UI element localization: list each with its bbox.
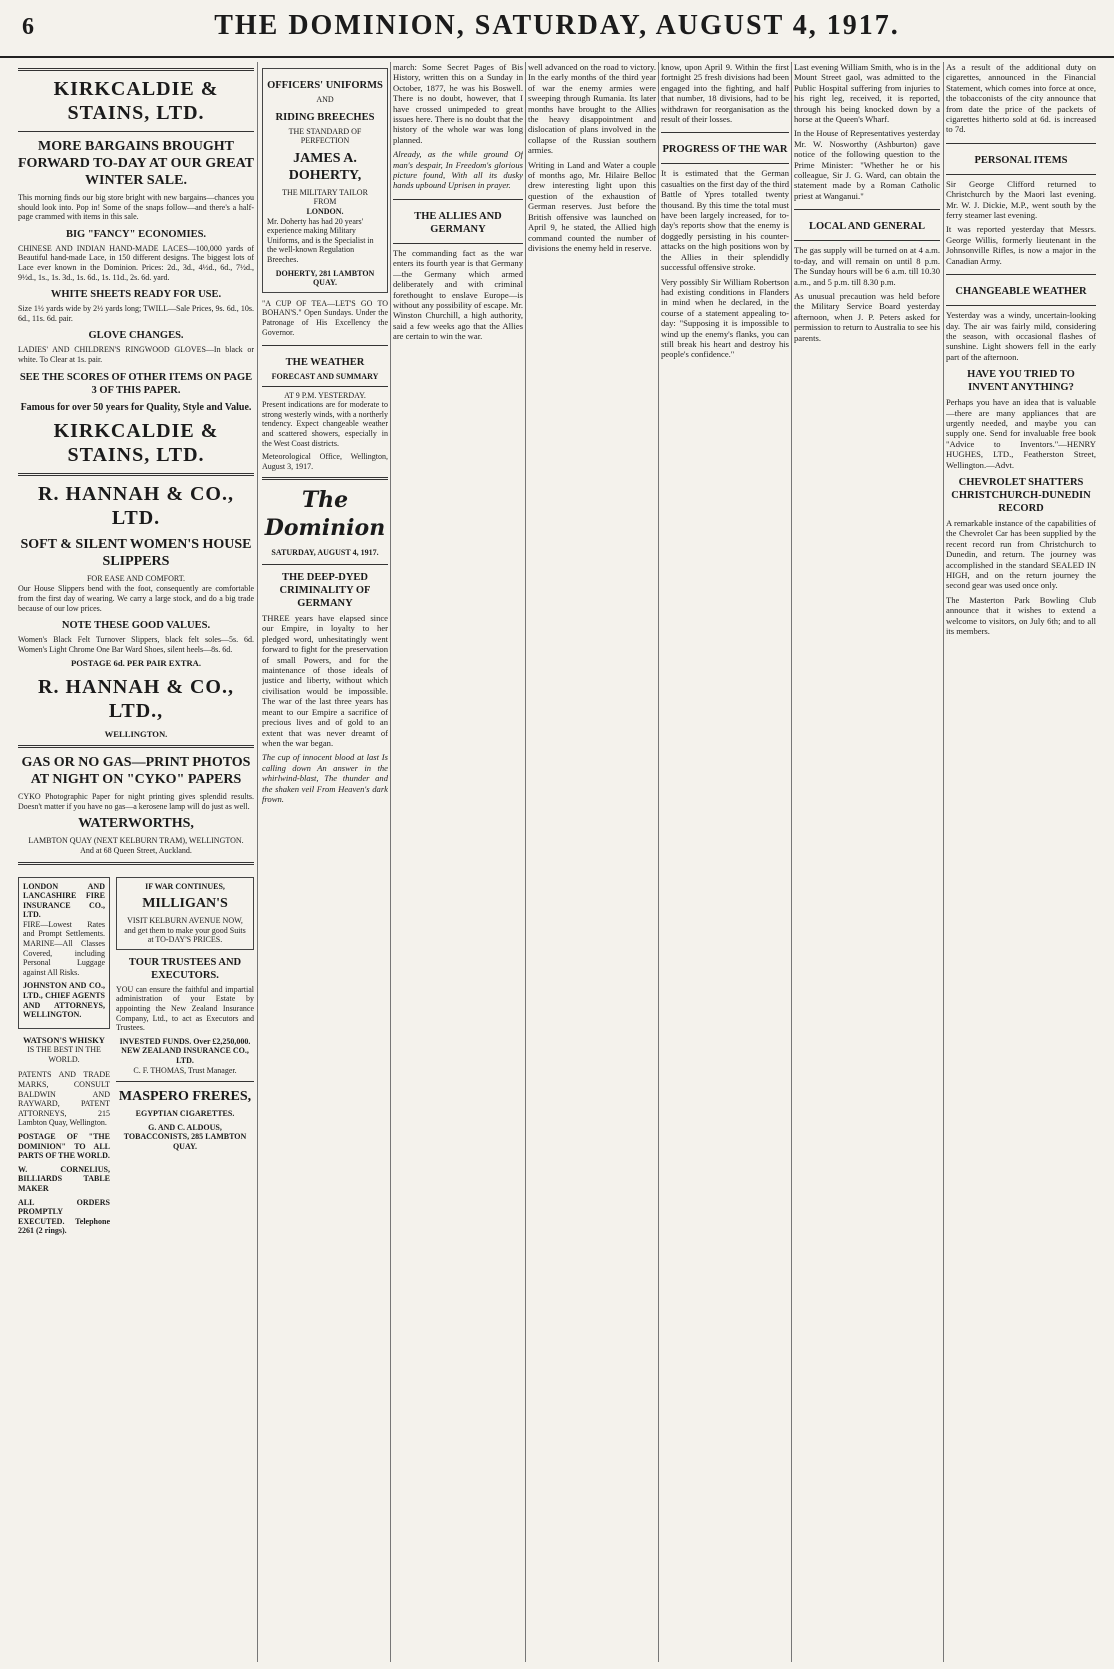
hannah-title: R. HANNAH & CO., LTD. — [38, 482, 234, 529]
chevrolet-body: A remarkable instance of the capabilities of the Chevrolet Car has been supplied by the recent record run from Christchurch to Dunedin, and return. The journey was accomplished in the standard SEALED IN HIGH, and on the return journey the second gear was used once only. — [946, 517, 1096, 591]
hannah-sub: FOR EASE AND COMFORT. — [86, 573, 186, 583]
waterworths-body: CYKO Photographic Paper for night printing gives splendid results. Doesn't matter if you have no gas—a kerosene lamp will do just as well. — [18, 792, 254, 811]
doherty-tailor: THE MILITARY TAILOR — [282, 187, 368, 197]
waterworths-address-2: And at 68 Queen Street, Auckland. — [80, 845, 192, 855]
column-rule — [943, 62, 944, 1662]
trustees-funds: INVESTED FUNDS. Over £2,250,000. — [119, 1036, 251, 1046]
lancashire-agents: JOHNSTON AND CO., LTD., CHIEF AGENTS AND ATTORNEYS, WELLINGTON. — [23, 981, 105, 1020]
local-title: LOCAL AND GENERAL — [808, 221, 926, 233]
weather-title: THE WEATHER — [285, 357, 365, 369]
doherty-body: Mr. Doherty has had 20 years' experience making Military Uniforms, and is the Specialist in the well-known Regulation Breeches. — [267, 216, 374, 264]
editorial-body: THREE years have elapsed since our Empire, in loyalty to her pledged word, unhesitatingly went forward to fight for the preservation of small Powers, and for the maintenance of those ideals of justice and liberty, without which civilisation would be impossible. The war of the last three years has meant to our Empire a sacrifice of precious lives and of gold to an extent that was never dreamt of when the war began. — [262, 613, 388, 748]
weather-body: Present indications are for moderate to strong westerly winds, with a northerly tendency. Expect changeable weather and scattered showers, especially in the West Coast districts. — [262, 400, 388, 448]
bowling-body: The Masterton Park Bowling Club announce that it wishes to extend a welcome to visitors, on July 6th; and to all its members. — [946, 594, 1096, 637]
hannah-items: Women's Black Felt Turnover Slippers, black felt soles—5s. 6d. Women's Light Chrome One Bar Ward Shoes, silent heels—8s. 6d. — [18, 635, 254, 654]
progress-body: It is estimated that the German casualties on the first day of the third Battle of Ypres totalled twenty thousand. By this time the total must have been largely increased, for to-day's reports show that the enemy is doggedly persisting in his counter-attacks on the high positions won by the Allies in their splendidly successful offensive stroke. — [661, 168, 789, 273]
postage-ad: POSTAGE OF "THE DOMINION" TO ALL PARTS OF THE WORLD. — [18, 1131, 110, 1161]
chevrolet-title: CHEVROLET SHATTERS CHRISTCHURCH-DUNEDIN RECORD — [951, 476, 1091, 514]
hannah-postage: POSTAGE 6d. PER PAIR EXTRA. — [70, 658, 202, 669]
officers-standard: THE STANDARD OF PERFECTION — [288, 126, 362, 146]
changeable-title: CHANGEABLE WEATHER — [955, 286, 1087, 298]
milligans-address: VISIT KELBURN AVENUE NOW, and get them to make your good Suits at TO-DAY'S PRICES. — [124, 916, 246, 945]
kirkcaldie-title: KIRKCALDIE & STAINS, LTD. — [53, 78, 219, 124]
dominion-date: SATURDAY, AUGUST 4, 1917. — [271, 548, 379, 558]
watsons-sub: IS THE BEST IN THE WORLD. — [27, 1045, 101, 1064]
waterworths-title: WATERWORTHS, — [78, 816, 194, 832]
doherty-from: FROM — [313, 197, 337, 207]
allies-body: The commanding fact as the war enters its fourth year is that Germany—the Germany which armed deliberately and with criminal forethought to enslave Europe—is without any possibility of escape. Mr. Winston Churchill, a high authority, said a few weeks ago that the Allies are certain to win the war. — [393, 247, 523, 342]
hannah-values: NOTE THESE GOOD VALUES. — [61, 620, 211, 632]
progress-title: PROGRESS OF THE WAR — [662, 144, 788, 156]
kirkcaldie-gloves: GLOVE CHANGES. — [88, 330, 184, 342]
col4-body: well advanced on the road to victory. In the early months of the third year of war the enemy armies were sweeping through Rumania. Its later months have brought to the Allies the heavy disappointment and dislocation of plans involved in the collapse of the Russian southern armies. — [528, 62, 656, 156]
changeable-body: Yesterday was a windy, uncertain-looking day. The air was fairly mild, considering the season, with occasional flashes of sunshine. Light showers fell in the early part of the afternoon. — [946, 310, 1096, 362]
riding-breeches: RIDING BREECHES — [275, 111, 375, 123]
weather-signature: Meteorological Office, Wellington, August 3, 1917. — [262, 452, 388, 471]
hannah-body: Our House Slippers bend with the foot, consequently are comfortable from the first day of wearing. We carry a large stock, and do a big trade because of our low prices. — [18, 584, 254, 613]
column-rule — [390, 62, 391, 1662]
kirkcaldie-headline: MORE BARGAINS BROUGHT FORWARD TO-DAY AT OUR GREAT WINTER SALE. — [18, 139, 254, 188]
kirkcaldie-famous: Famous for over 50 years for Quality, Style and Value. — [20, 401, 252, 413]
maspero-title: MASPERO FRERES, — [118, 1089, 252, 1105]
col3-verse: Already, as the while ground Of man's despair, In Freedom's glorious picture found, With all its dusky hands upbound Uprisen in prayer. — [393, 149, 523, 191]
maspero-agents: G. AND C. ALDOUS, TOBACCONISTS, 285 LAMBTON QUAY. — [123, 1122, 247, 1151]
kirkcaldie-sheets: WHITE SHEETS READY FOR USE. — [50, 289, 222, 301]
kirkcaldie-scores: SEE THE SCORES OF OTHER ITEMS ON PAGE 3 OF THIS PAPER. — [19, 371, 253, 396]
weather-subtitle: FORECAST AND SUMMARY — [271, 372, 379, 382]
column-4 — [528, 62, 656, 1662]
column-3 — [393, 62, 523, 1662]
personal-body-2: It was reported yesterday that Messrs. George Willis, formerly lieutenant in the Johnsonville Rifles, is now a major in the Canadian Army. — [946, 224, 1096, 266]
column-rule — [525, 62, 526, 1662]
bohans-ad: "A CUP OF TEA—LET'S GO TO BOHAN'S." Open Sundays. Under the Patronage of His Excellency the Governor. — [262, 298, 388, 337]
column-rule — [791, 62, 792, 1662]
doherty-london: LONDON. — [306, 206, 344, 216]
hannah-headline: SOFT & SILENT WOMEN'S HOUSE SLIPPERS — [20, 536, 252, 569]
milligans-name: MILLIGAN'S — [142, 896, 228, 912]
doherty-name: JAMES A. DOHERTY, — [288, 150, 362, 183]
watsons-title: WATSON'S WHISKY — [22, 1034, 106, 1045]
kirkcaldie-sheet-items: Size 1½ yards wide by 2½ yards long; TWILL—Sale Prices, 9s. 6d., 10s. 6d., 11s. 6d. pair. — [18, 304, 254, 323]
trustees-head: TOUR TRUSTEES AND EXECUTORS. — [128, 956, 242, 981]
col4-body-2: Writing in Land and Water a couple of months ago, Mr. Hilaire Belloc drew interesting light upon this question of the exhaustion of German reserves. Just before the British offensive was launched on April 9, he stated, the Allied high command counted the number of divisions the enemy held in reserve. — [528, 159, 656, 253]
invent-title: HAVE YOU TRIED TO INVENT ANYTHING? — [967, 369, 1075, 394]
trustees-company: NEW ZEALAND INSURANCE CO., LTD. — [121, 1046, 249, 1066]
waterworths-address: LAMBTON QUAY (NEXT KELBURN TRAM), WELLINGTON. — [28, 836, 244, 846]
weather-time: AT 9 P.M. YESTERDAY. — [284, 390, 366, 400]
col3-body: march: Some Secret Pages of Bis History, written this on a Sunday in October, 1877, he was his Boswell. There is no doubt, however, that I have crossed unimpeded to great issues here. There is no doubt that the history of the whole war was long planned. — [393, 62, 523, 145]
column-rule — [658, 62, 659, 1662]
kirkcaldie-intro: This morning finds our big store bright with new bargains—chances you should look into. Pop in! Some of the snaps follow—and there's a half-page crammed with items in this sale. — [18, 193, 254, 222]
lancashire-body: FIRE—Lowest Rates and Prompt Settlements. MARINE—All Classes Covered, including Personal Luggage against All Risks. — [23, 919, 105, 977]
local-body-2: As unusual precaution was held before the Military Service Board yesterday afternoon, when J. P. Peters asked for permission to return to Australia to see his parents. — [794, 290, 940, 343]
local-body: The gas supply will be turned on at 4 a.m. to-day, and will remain on until 8 p.m. The Sunday hours will be 6 a.m. till 10.30 a.m., and 5 p.m. till 8.30 p.m. — [794, 245, 940, 287]
column-rule — [257, 62, 258, 1662]
trustees-body: YOU can ensure the faithful and impartial administration of your Estate by appointing the New Zealand Insurance Company, Ltd., to act as Executors and Trustees. — [116, 984, 254, 1033]
officers-uniforms: OFFICERS' UNIFORMS — [267, 80, 383, 91]
column-5 — [661, 62, 789, 1662]
doherty-address: DOHERTY, 281 LAMBTON QUAY. — [275, 268, 375, 288]
progress-body-2: Very possibly Sir William Robertson had existing conditions in Flanders in mind when he declared, in the course of a statement appealing to-day: "Supposing it is impossible to wind up the enemy's flanks, you can still break his heart and destroy his people's confidence." — [661, 276, 789, 360]
editorial-verse: The cup of innocent blood at last Is calling down An answer in the whirlwind-blast, The thunder and the shaken veil From Heaven's dark frown. — [262, 752, 388, 804]
personal-title: PERSONAL ITEMS — [974, 154, 1068, 166]
col5-body: know, upon April 9. Within the first fortnight 25 fresh divisions had been engaged into the fighting, and half that number, 18 divisions, had to be withdrawn for reorganisation as the result of their losses. — [661, 62, 789, 125]
cornelius-ad: W. CORNELIUS, BILLIARDS TABLE MAKER — [18, 1164, 110, 1193]
invent-body: Perhaps you have an idea that is valuable—there are many appliances that are urgently needed, and maybe you can supply one. Send for invaluable free book "Advice to Inventors."—HENRY HUGHES, LTD., Featherston Street, Wellington.—Advt. — [946, 397, 1096, 470]
col7-body: As a result of the additional duty on cigarettes, announced in the Financial Statement, which comes into force at once, the tobacconists of the city announce that from date the price of the packets of cigarettes hitherto sold at 6d. is increased to 7d. — [946, 62, 1096, 135]
editorial-title: THE DEEP-DYED CRIMINALITY OF GERMANY — [279, 572, 371, 610]
hannah-title-2: R. HANNAH & CO., LTD., — [38, 675, 234, 722]
col6-body: Last evening William Smith, who is in the Mount Street gaol, was admitted to the Public Hospital suffering from injuries to his right leg, received, it is reported, through his being knocked down by a horse at the Queen's Wharf. — [794, 62, 940, 125]
newspaper-title: THE DOMINION, SATURDAY, AUGUST 4, 1917. — [214, 10, 900, 41]
dominion-nameplate: The Dominion — [264, 487, 386, 542]
kirkcaldie-glove-items: LADIES' AND CHILDREN'S RINGWOOD GLOVES—In black or white. To Clear at 1s. pair. — [18, 345, 254, 364]
cornelius-orders: ALL ORDERS PROMPTLY EXECUTED. Telephone 2261 (2 rings). — [18, 1197, 110, 1236]
trustees-manager: C. F. THOMAS, Trust Manager. — [133, 1065, 237, 1075]
column-6 — [794, 62, 940, 1662]
column-2 — [262, 62, 388, 1662]
milligans-war: IF WAR CONTINUES, — [145, 881, 225, 891]
kirkcaldie-fancy: BIG "FANCY" ECONOMIES. — [65, 228, 207, 240]
column-7 — [946, 62, 1096, 1662]
kirkcaldie-title-2: KIRKCALDIE & STAINS, LTD. — [53, 419, 219, 466]
masthead — [0, 0, 1114, 58]
lancashire-title: LONDON AND LANCASHIRE FIRE INSURANCE CO., LTD. — [23, 881, 105, 920]
maspero-sub: EGYPTIAN CIGARETTES. — [135, 1109, 235, 1119]
officers-and: AND — [316, 95, 334, 104]
kirkcaldie-lace: CHINESE AND INDIAN HAND-MADE LACES—100,000 yards of Beautiful hand-made Lace, in 150 different designs. The biggest lots of Lace ever known in the Dominion. Prices: 2d., 3d., 4½d., 6d., 7½d., 9½d., 1s., 1s. 3d., 1s. 6d., 1s. 11d., 2s. 6d. yard. — [18, 243, 254, 282]
hannah-location: WELLINGTON. — [104, 728, 168, 739]
ads-column — [18, 62, 254, 1662]
page-number: 6 — [22, 14, 34, 40]
col6-body-2: In the House of Representatives yesterday Mr. W. Nosworthy (Ashburton) gave notice of the following question to the Prime Minister: "Whether he or his colleague, Sir J. G. Ward, can obtain the statement made by a Roman Catholic priest at Wanganui." — [794, 128, 940, 201]
allies-title: THE ALLIES AND GERMANY — [414, 210, 502, 235]
personal-body: Sir George Clifford returned to Christchurch by the Maori last evening. Mr. W. J. Dickie, M.P., went south by the ferry steamer last evening. — [946, 178, 1096, 221]
waterworths-headline: GAS OR NO GAS—PRINT PHOTOS AT NIGHT ON "CYKO" PAPERS — [21, 755, 251, 788]
patents-ad: PATENTS AND TRADE MARKS, CONSULT BALDWIN AND RAYWARD, PATENT ATTORNEYS, 215 Lambton Quay, Wellington. — [18, 1070, 110, 1128]
